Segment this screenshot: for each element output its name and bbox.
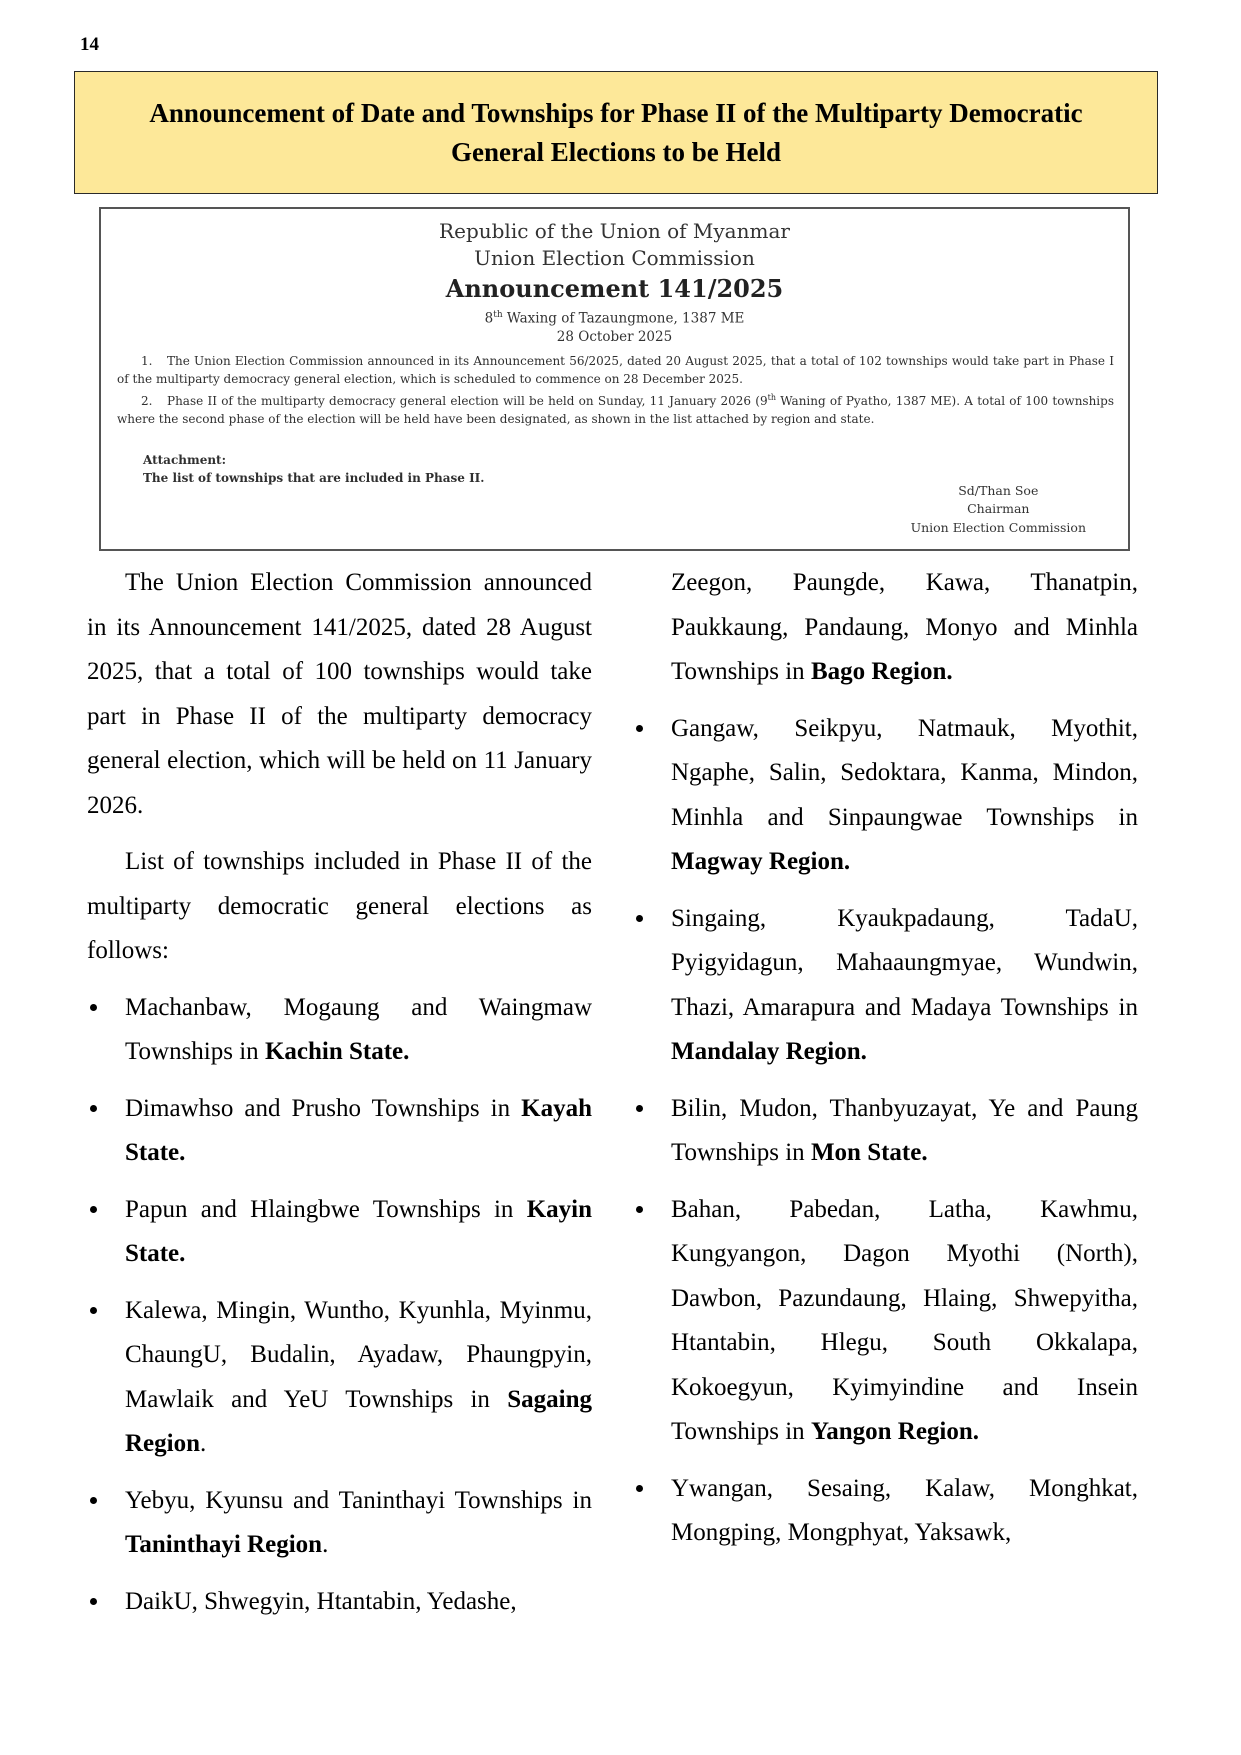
township-names: Ywangan, Sesaing, Kalaw, Monghkat, Mongping, Mongphyat, Yaksawk, <box>671 1474 1138 1546</box>
township-names: Kalewa, Mingin, Wuntho, Kyunhla, Myinmu, ChaungU, Budalin, Ayadaw, Phaungpyin, Mawlaik and YeU Townships in <box>125 1296 592 1413</box>
township-list-left <box>87 986 592 1625</box>
township-names: Bilin, Mudon, Thanbyuzayat, Ye and Paung Townships in <box>671 1094 1138 1166</box>
township-names: Yebyu, Kyunsu and Taninthayi Townships in <box>125 1486 592 1514</box>
official-notice-image <box>99 207 1130 551</box>
signatory-org: Union Election Commission <box>910 519 1086 535</box>
township-names: Dimawhso and Prusho Townships in <box>125 1094 522 1122</box>
notice-paragraph-1 <box>117 352 1114 389</box>
lunar-day: 8 <box>484 310 494 327</box>
notice-number: Announcement 141/2025 <box>445 274 784 303</box>
article-list-intro: List of townships included in Phase II of the multiparty democratic general elections as follows: <box>87 848 592 964</box>
list-item <box>87 1580 592 1625</box>
list-item <box>671 1087 1138 1176</box>
region-name: Yangon Region. <box>810 1418 980 1445</box>
attachment-label: Attachment: <box>143 452 227 467</box>
region-name: Mon State. <box>810 1139 928 1166</box>
notice-date: 28 October 2025 <box>556 328 673 345</box>
paragraph-text: Waning of Pyatho, 1387 ME). A total of 100 townships where the second phase of the election will be held have been designated, as shown in the list attached by region and state. <box>117 393 1114 426</box>
headline-banner <box>74 71 1158 194</box>
ordinal-sup: th <box>767 392 776 402</box>
township-names: Papun and Hlaingbwe Townships in <box>125 1195 527 1223</box>
attachment-text: The list of townships that are included in Phase II. <box>143 470 485 485</box>
list-item-continued <box>671 561 1138 695</box>
list-item <box>671 1467 1138 1556</box>
signatory-name: Sd/Than Soe <box>958 482 1039 498</box>
signatory-title: Chairman <box>967 501 1030 516</box>
page-number: 14 <box>80 34 99 55</box>
article-column-right <box>671 561 1138 1568</box>
notice-attachment <box>101 429 1128 487</box>
bullet-icon <box>90 1598 97 1605</box>
headline-title: Announcement of Date and Townships for Phase II of the Multiparty Democratic General Elections to be Held <box>149 97 1083 167</box>
region-name: Sagaing Region <box>125 1385 592 1457</box>
bullet-icon <box>636 1105 643 1112</box>
notice-paragraph-2 <box>117 389 1114 429</box>
bullet-icon <box>636 915 643 922</box>
region-name: Taninthayi Region <box>125 1531 323 1558</box>
township-names: Machanbaw, Mogaung and Waingmaw Townships in <box>125 993 592 1065</box>
item-tail: . <box>200 1430 207 1457</box>
township-names: Bahan, Pabedan, Latha, Kawhmu, Kungyangon, Dagon Myothi (North), Dawbon, Pazundaung, Hlaing, Shwepyitha, Htantabin, Hlegu, South Okkalapa, Kokoegyun, Kyimyindine and Insein Townships in <box>671 1195 1138 1445</box>
list-item <box>87 986 592 1075</box>
notice-header <box>101 209 1128 346</box>
article-intro: The Union Election Commission announced in its Announcement 141/2025, dated 28 August 2025, that a total of 100 townships would take part in Phase II of the multiparty democracy general election, which will be held on 11 January 2026. <box>87 569 592 819</box>
paragraph-text: Phase II of the multiparty democracy general election will be held on Sunday, 11 January 2026 (9 <box>167 393 768 408</box>
list-item <box>671 897 1138 1075</box>
list-item <box>87 1289 592 1467</box>
bullet-icon <box>636 1206 643 1213</box>
bullet-icon <box>90 1497 97 1504</box>
region-name: Kachin State. <box>264 1038 410 1065</box>
paragraph-number: 2. <box>141 393 153 408</box>
bullet-icon <box>90 1105 97 1112</box>
list-item <box>87 1087 592 1176</box>
bullet-icon <box>636 725 643 732</box>
township-names: Zeegon, Paungde, Kawa, Thanatpin, Paukkaung, Pandaung, Monyo and Minhla Townships in <box>671 569 1138 685</box>
region-name: Magway Region. <box>671 848 851 875</box>
township-list-right <box>671 707 1138 1556</box>
notice-commission: Union Election Commission <box>474 246 755 270</box>
township-names: DaikU, Shwegyin, Htantabin, Yedashe, <box>125 1587 517 1615</box>
region-name: Bago Region. <box>810 658 953 685</box>
article-column-left <box>87 561 592 1636</box>
paragraph-number: 1. <box>141 353 153 368</box>
item-tail: . <box>322 1531 329 1558</box>
bullet-icon <box>90 1206 97 1213</box>
notice-signature <box>911 482 1086 538</box>
lunar-sup: th <box>493 310 503 320</box>
lunar-rest: Waxing of Tazaungmone, 1387 ME <box>502 310 745 327</box>
bullet-icon <box>90 1307 97 1314</box>
notice-lunar-date <box>101 306 1128 328</box>
township-names: Singaing, Kyaukpadaung, TadaU, Pyigyidagun, Mahaaungmyae, Wundwin, Thazi, Amarapura and Madaya Townships in <box>671 904 1138 1021</box>
bullet-icon <box>90 1004 97 1011</box>
list-item <box>87 1188 592 1277</box>
notice-body <box>101 346 1128 429</box>
paragraph-text: The Union Election Commission announced in its Announcement 56/2025, dated 20 August 2025, that a total of 102 townships would take part in Phase I of the multiparty democracy general election, which is scheduled to commence on 28 December 2025. <box>117 353 1114 386</box>
notice-republic: Republic of the Union of Myanmar <box>439 219 790 243</box>
region-name: Kayin State. <box>125 1195 592 1267</box>
list-item <box>671 707 1138 885</box>
township-names: Gangaw, Seikpyu, Natmauk, Myothit, Ngaphe, Salin, Sedoktara, Kanma, Mindon, Minhla and Sinpaungwae Townships in <box>671 714 1138 831</box>
list-item <box>87 1479 592 1568</box>
region-name: Kayah State. <box>125 1094 592 1166</box>
region-name: Mandalay Region. <box>671 1038 867 1065</box>
bullet-icon <box>636 1485 643 1492</box>
list-item <box>671 1188 1138 1455</box>
